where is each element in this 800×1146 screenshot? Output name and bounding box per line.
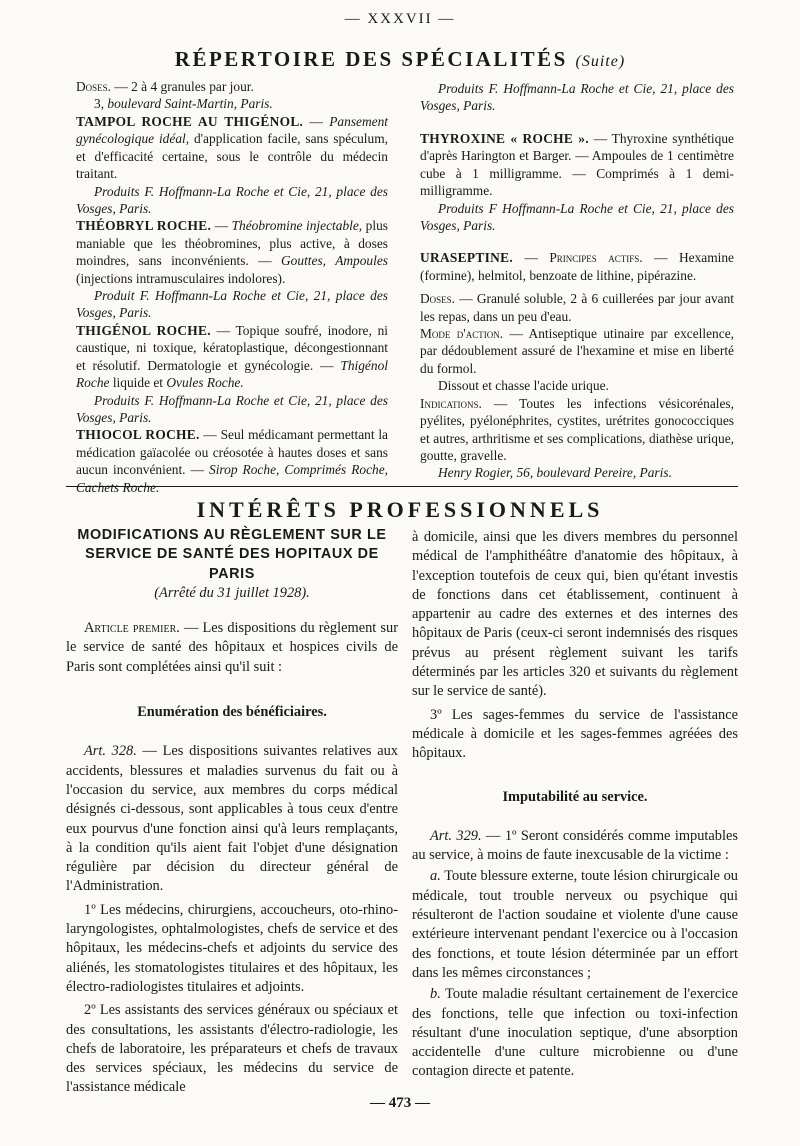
uraseptine-entry: URASEPTINE. — Principes actifs. — Hexamine (formine), helmitol, benzoate de lithine, pipérazine. [420, 250, 734, 283]
enumeration-heading: Enumération des bénéficiaires. [137, 704, 327, 721]
tampol-produits: Produits F. Hoffmann-La Roche et Cie, 21, place des Vosges, Paris. [76, 183, 388, 216]
page-header: — XXXVII — [344, 11, 456, 27]
section-divider [66, 486, 738, 487]
arrete-date: (Arrêté du 31 juillet 1928). [154, 584, 310, 601]
repertoire-right-column [420, 80, 734, 482]
article-premier: Article premier. — Les dispositions du règlement sur le service de santé des hôpitaux et hospices civils de Paris sont complétées ainsi qu'il suit : [66, 620, 398, 675]
imputabilite-heading: Imputabilité au service. [502, 788, 648, 805]
art-328: Art. 328. — Les dispositions suivantes relatives aux accidents, blessures et maladies survenus du fait ou à l'occasion du service, aux membres du corps médical désignés ci-dessous, sont applicables à tous ceux d'entre eux pourvus d'une fonction ainsi qu'à leurs remplaçants, à la condition qu'ils aient fait l'objet d'une désignation régulière par décision du directeur général de l'Administration. [66, 743, 398, 895]
beneficiaires-2: 2º Les assistants des services généraux ou spéciaux et des consultations, les assistants d'électro-radiologie, les chefs de laboratoire, les préparateurs et chefs de travaux des services spéciaux, les médecins du service de l'assistance médicale [66, 1002, 398, 1096]
beneficiaires-1: 1º Les médecins, chirurgiens, accoucheurs, oto-rhino-laryngologistes, ophtalmologistes, chefs de service et des hôpitaux, les médecins-chefs et adjoints du service des aliénés, les stomatologistes titulaires et des hôpitaux, les électro-radiologistes titulaires et adjoints. [66, 901, 398, 995]
uraseptine-indications: Indications. — Toutes les infections vésicorénales, pyélites, pyélonéphrites, cystites, urétrites gonococciques et autres, arthritisme et ses complications, diathèse urique, goutte, gravelle. [420, 395, 734, 464]
item-b: b. Toute maladie résultant certainement de l'exercice des fonctions, telle que infection ou toxi-infection résultant d'une inoculation septique, d'une absorption accidentelle d'une culture microbienne ou d'une contagion directe et patente. [412, 986, 738, 1080]
henry-rogier: Henry Rogier, 56, boulevard Pereire, Paris. [438, 465, 672, 481]
thiocol-entry: THIOCOL ROCHE. — Seul médicamant permettant la médication gaïacolée ou créosotée à hautes doses et sans aucun inconvénient. — Sirop Roche, Comprimés Roche, Cachets Roche. [76, 427, 388, 495]
tampol-entry: TAMPOL ROCHE AU THIGÉNOL. — Pansement gynécologique idéal, d'application facile, sans spéculum, et d'efficacité certaine, sous le contrôle du médecin traitant. [76, 113, 389, 182]
produits-top: Produits F. Hoffmann-La Roche et Cie, 21, place des Vosges, Paris. [420, 81, 734, 114]
repertoire-title-text: RÉPERTOIRE DES SPÉCIALITÉS [174, 47, 568, 71]
thigenol-produits: Produits F. Hoffmann-La Roche et Cie, 21, place des Vosges, Paris. [76, 392, 388, 426]
beneficiaires-3: 3º Les sages-femmes du service de l'assistance médicale à domicile et les sages-femmes agréées des hôpitaux. [412, 706, 738, 762]
thigenol-entry: THIGÉNOL ROCHE. — Topique soufré, inodore, ni caustique, ni toxique, kératoplastique, décongestionnant et résolutif. Dermatologie et gynécologie. — Thigénol Roche liquide et Ovules Roche. [76, 322, 389, 391]
modifications-title-1: MODIFICATIONS AU RÈGLEMENT SUR LE [77, 527, 387, 543]
uraseptine-doses: Doses. — Granulé soluble, 2 à 6 cuillerées par jour avant les repas, dans un peu d'eau. [420, 291, 734, 324]
repertoire-left-column [76, 78, 388, 496]
continuation: à domicile, ainsi que les divers membres du personnel médical de l'amphithéâtre d'anatomie des hôpitaux, à l'exception toutefois de ceux qui, bien qu'étant investis de fonctions dans cet établissement, continuent à appartenir au cadre des externes et des internes des hôpitaux de Paris (ceux-ci seront indemnisés des risques prévus au présent règlement suivant les tarifs déterminés par les articles 320 et suivants du règlement sur le service de santé). [412, 529, 738, 700]
theobryl-entry: THÉOBRYL ROCHE. — Théobromine injectable, plus maniable que les théobromines, plus active, à doses moindres, sans inconvénients. — Gouttes, Ampoules (injections intramusculaires indolores). [76, 218, 389, 286]
item-a: a. Toute blessure externe, toute lésion chirurgicale ou médicale, tout trouble nerveux ou psychique qui résulteront de l'action soudaine et violente d'une cause extérieure intervenant pendant l'exercice ou à l'occasion des fonctions, et toute lésion déterminée par un effort dans les mêmes circonstances ; [412, 868, 738, 981]
modifications-title-2: SERVICE DE SANTÉ DES HOPITAUX DE PARIS [85, 546, 379, 582]
art-329: Art. 329. — 1º Seront considérés comme imputables au service, à moins de faute inexcusable de la victime : [412, 827, 738, 864]
repertoire-title [0, 46, 800, 73]
thyroxine-produits: Produits F Hoffmann-La Roche et Cie, 21, place des Vosges, Paris. [420, 200, 734, 233]
repertoire-suite: (Suite) [575, 53, 626, 70]
doses-line: Doses. — 2 à 4 granules par jour. [76, 79, 254, 94]
interets-right-column [412, 528, 738, 1082]
page-number: — 473 — [370, 1095, 430, 1111]
interets-title: INTÉRÊTS PROFESSIONNELS [196, 497, 604, 522]
uraseptine-mode: Mode d'action. — Antiseptique utinaire par excellence, par dédoublement assuré de l'hexamine et mise en liberté du formol. [420, 326, 734, 376]
theobryl-produit: Produit F. Hoffmann-La Roche et Cie, 21, place des Vosges, Paris. [76, 288, 388, 321]
interets-left-column [66, 526, 398, 1098]
thyroxine-entry: THYROXINE « ROCHE ». — Thyroxine synthétique d'après Harington et Barger. — Ampoules de 1 centimètre cube à 1 milligramme. — Comprimés à 1 demi-milligramme. [420, 130, 734, 199]
uraseptine-dissout: Dissout et chasse l'acide urique. [438, 378, 609, 394]
address-line: 3, boulevard Saint-Martin, Paris. [94, 96, 273, 112]
